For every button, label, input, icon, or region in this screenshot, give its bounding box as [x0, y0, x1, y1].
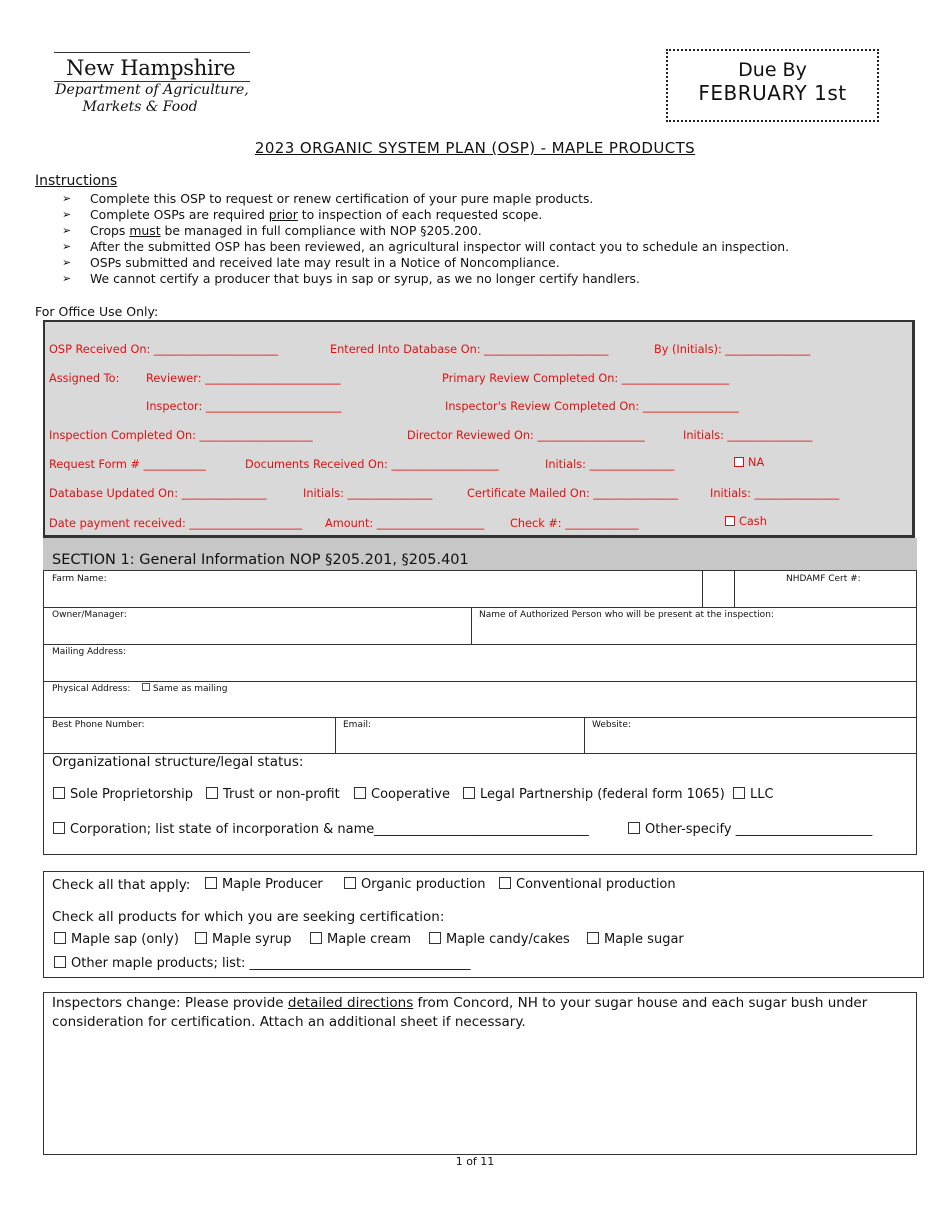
cert-number-label: NHDAMF Cert #:	[786, 574, 861, 584]
arrow-bullet-icon: ➢	[62, 256, 72, 269]
page-title: 2023 ORGANIC SYSTEM PLAN (OSP) - MAPLE PRODUCTS	[254, 139, 696, 157]
check-all-label: Check all that apply:	[52, 877, 191, 893]
checkbox-icon	[344, 877, 356, 889]
director-reviewed-field[interactable]: Director Reviewed On: ___________________	[407, 429, 645, 442]
instructions-list	[62, 191, 922, 287]
by-initials-field[interactable]: By (Initials): _______________	[654, 343, 811, 356]
primary-review-field[interactable]: Primary Review Completed On: ___________________	[442, 372, 730, 385]
checkbox-icon	[725, 516, 735, 526]
sole-proprietorship-option[interactable]: Sole Proprietorship	[53, 787, 193, 802]
conventional-production-option[interactable]: Conventional production	[499, 877, 676, 892]
maple-sugar-option[interactable]: Maple sugar	[587, 932, 684, 947]
due-by-label: Due By	[738, 59, 807, 81]
checkbox-icon	[733, 787, 745, 799]
documents-received-field[interactable]: Documents Received On: ___________________	[245, 458, 499, 471]
instructions-heading: Instructions	[35, 173, 118, 189]
arrow-bullet-icon: ➢	[62, 240, 72, 253]
partnership-option[interactable]: Legal Partnership (federal form 1065)	[463, 787, 725, 802]
other-option[interactable]: Other-specify _____________________	[628, 822, 872, 837]
entered-database-field[interactable]: Entered Into Database On: ______________________	[330, 343, 609, 356]
list-item: ➢ Complete OSPs are required prior to inspection of each requested scope.	[62, 207, 543, 222]
section-title: SECTION 1: General Information NOP §205.201, §205.401	[52, 552, 469, 568]
initials-field[interactable]: Initials: _______________	[545, 458, 675, 471]
farm-name-label: Farm Name:	[52, 574, 107, 584]
logo-state-name: New Hampshire	[66, 56, 236, 80]
arrow-bullet-icon: ➢	[62, 272, 72, 285]
cash-checkbox[interactable]: Cash	[725, 515, 767, 528]
trust-option[interactable]: Trust or non-profit	[206, 787, 340, 802]
logo-dept-line1: Department of Agriculture,	[55, 82, 249, 98]
list-item: ➢ OSPs submitted and received late may result in a Notice of Noncompliance.	[62, 255, 560, 270]
arrow-bullet-icon: ➢	[62, 208, 72, 221]
products-heading: Check all products for which you are seeking certification:	[52, 909, 445, 925]
arrow-bullet-icon: ➢	[62, 192, 72, 205]
date-payment-field[interactable]: Date payment received: ____________________	[49, 517, 303, 530]
checkbox-icon	[53, 822, 65, 834]
phone-label: Best Phone Number:	[52, 720, 145, 730]
checkbox-icon	[310, 932, 322, 944]
checkbox-icon	[206, 787, 218, 799]
checkbox-icon	[734, 457, 744, 467]
initials-field[interactable]: Initials: _______________	[710, 487, 840, 500]
llc-option[interactable]: LLC	[733, 787, 774, 802]
org-structure-label: Organizational structure/legal status:	[52, 754, 304, 770]
general-info-grid	[43, 570, 917, 855]
physical-address-label: Physical Address: Same as mailing	[52, 684, 228, 694]
due-date: FEBRUARY 1st	[698, 81, 847, 105]
organic-production-option[interactable]: Organic production	[344, 877, 486, 892]
checkbox-icon	[463, 787, 475, 799]
website-label: Website:	[592, 720, 631, 730]
osp-received-field[interactable]: OSP Received On: ______________________	[49, 343, 279, 356]
database-updated-field[interactable]: Database Updated On: _______________	[49, 487, 267, 500]
arrow-bullet-icon: ➢	[62, 224, 72, 237]
check-number-field[interactable]: Check #: _____________	[510, 517, 639, 530]
checkbox-icon	[587, 932, 599, 944]
directions-instructions: Inspectors change: Please provide detailed directions from Concord, NH to your sugar house and each sugar bush under consideration for certification. Attach an additional sheet if necessary.	[52, 995, 868, 1030]
certificate-mailed-field[interactable]: Certificate Mailed On: _______________	[467, 487, 679, 500]
checkbox-icon	[195, 932, 207, 944]
office-use-box	[43, 320, 915, 538]
list-item: ➢ After the submitted OSP has been reviewed, an agricultural inspector will contact you to schedule an inspection.	[62, 239, 790, 254]
reviewer-field[interactable]: Reviewer: ________________________	[146, 372, 341, 385]
page-number: 1 of 11	[455, 1155, 495, 1168]
inspector-review-field[interactable]: Inspector's Review Completed On: _________________	[445, 400, 739, 413]
checkbox-icon	[205, 877, 217, 889]
maple-candy-option[interactable]: Maple candy/cakes	[429, 932, 570, 947]
department-logo	[52, 44, 252, 124]
maple-cream-option[interactable]: Maple cream	[310, 932, 411, 947]
same-as-mailing-checkbox[interactable]	[142, 683, 150, 691]
owner-label: Owner/Manager:	[52, 610, 127, 620]
list-item: ➢ Crops must be managed in full compliance with NOP §205.200.	[62, 223, 482, 238]
email-label: Email:	[343, 720, 372, 730]
directions-box[interactable]	[43, 992, 917, 1155]
maple-syrup-option[interactable]: Maple syrup	[195, 932, 291, 947]
list-item: ➢ Complete this OSP to request or renew certification of your pure maple products.	[62, 191, 594, 206]
inspection-completed-field[interactable]: Inspection Completed On: ____________________	[49, 429, 313, 442]
assigned-to-label: Assigned To:	[49, 372, 120, 385]
na-checkbox[interactable]: NA	[734, 456, 764, 469]
production-type-box	[43, 871, 924, 978]
request-form-field[interactable]: Request Form # ___________	[49, 458, 206, 471]
other-products-option[interactable]: Other maple products; list: __________________________________	[54, 956, 471, 971]
checkbox-icon	[54, 956, 66, 968]
corporation-option[interactable]: Corporation; list state of incorporation & name_________________________________	[53, 822, 589, 837]
mailing-address-label: Mailing Address:	[52, 647, 126, 657]
initials-field[interactable]: Initials: _______________	[303, 487, 433, 500]
farm-name-input[interactable]	[44, 571, 702, 607]
cooperative-option[interactable]: Cooperative	[354, 787, 450, 802]
initials-field[interactable]: Initials: _______________	[683, 429, 813, 442]
checkbox-icon	[628, 822, 640, 834]
maple-sap-option[interactable]: Maple sap (only)	[54, 932, 179, 947]
checkbox-icon	[499, 877, 511, 889]
list-item: ➢ We cannot certify a producer that buys in sap or syrup, as we no longer certify handlers.	[62, 271, 640, 286]
checkbox-icon	[53, 787, 65, 799]
maple-producer-option[interactable]: Maple Producer	[205, 877, 323, 892]
authorized-person-label: Name of Authorized Person who will be present at the inspection:	[479, 610, 774, 620]
office-use-label: For Office Use Only:	[35, 304, 159, 319]
checkbox-icon	[54, 932, 66, 944]
amount-field[interactable]: Amount: ___________________	[325, 517, 485, 530]
inspector-field[interactable]: Inspector: ________________________	[146, 400, 342, 413]
logo-dept-line2: Markets & Food	[82, 99, 198, 115]
due-date-box	[666, 49, 879, 122]
logo-top-rule	[54, 52, 250, 53]
checkbox-icon	[429, 932, 441, 944]
checkbox-icon	[354, 787, 366, 799]
